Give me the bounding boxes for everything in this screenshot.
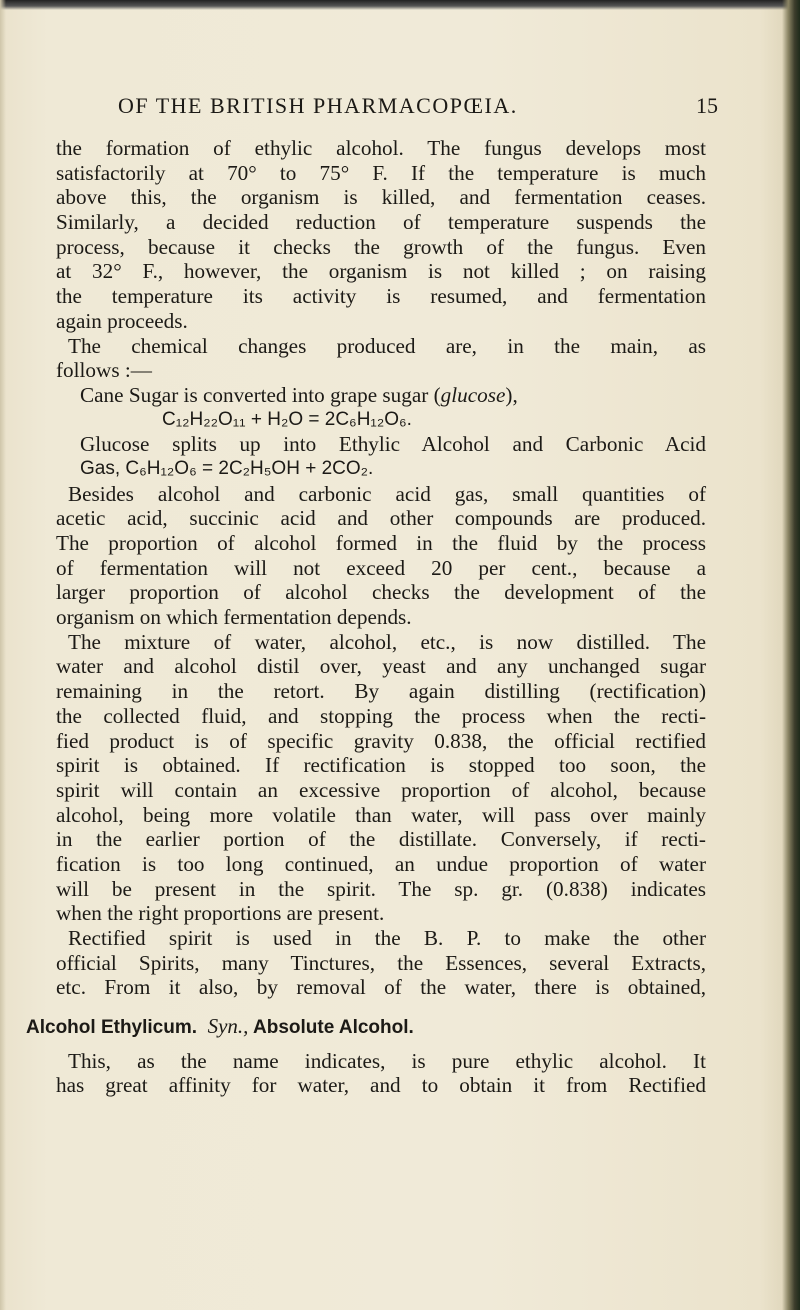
text-line: again proceeds.: [56, 308, 188, 333]
text-line: when the right proportions are present.: [56, 901, 385, 926]
section-heading: [26, 1014, 706, 1039]
text-line: Besides alcohol and carbonic acid gas, small quantities of: [68, 481, 706, 506]
cane-sugar-line: Cane Sugar is converted into grape sugar (glucose),: [80, 382, 518, 407]
body-text: [26, 136, 706, 1098]
text-line: Similarly, a decided reduction of temperature suspends the: [56, 210, 706, 235]
synonym-label: Syn.,: [207, 1014, 249, 1039]
text-line: of fermentation will not exceed 20 per cent., because a: [56, 555, 706, 580]
text-line: organism on which fermentation depends.: [56, 605, 412, 630]
text-line: remaining in the retort. By again distilling (rectification): [56, 679, 706, 704]
text-line: The chemical changes produced are, in the main, as: [68, 333, 706, 358]
page-number: 15: [696, 93, 718, 118]
text-line: has great affinity for water, and to obtain it from Rectified: [56, 1073, 706, 1098]
text-line: will be present in the spirit. The sp. gr. (0.838) indicates: [56, 876, 706, 901]
glucose-line: Glucose splits up into Ethylic Alcohol and Carbonic Acid: [80, 432, 706, 457]
text-line: spirit will contain an excessive proportion of alcohol, because: [56, 777, 706, 802]
text-line: larger proportion of alcohol checks the development of the: [56, 580, 706, 605]
running-head-title: OF THE BRITISH PHARMACOPŒIA.: [118, 93, 518, 118]
text-line: follows :—: [56, 358, 152, 383]
page-left-edge: [0, 0, 6, 1310]
text-line: the temperature its activity is resumed, and fermentation: [56, 284, 706, 309]
text-line: etc. From it also, by removal of the water, there is obtained,: [56, 975, 706, 1000]
page-top-shadow: [0, 0, 800, 10]
text-line: process, because it checks the growth of the fungus. Even: [56, 234, 706, 259]
text-line: fication is too long continued, an undue proportion of water: [56, 851, 706, 876]
text-line: acetic acid, succinic acid and other compounds are produced.: [56, 506, 706, 531]
glucose-italic: glucose: [440, 382, 506, 407]
text-line: water and alcohol distil over, yeast and any unchanged sugar: [56, 654, 706, 679]
text-line: fied product is of specific gravity 0.838, the official rectified: [56, 728, 706, 753]
formula-sucrose-hydrolysis: C₁₂H₂₂O₁₁ + H₂O = 2C₆H₁₂O₆.: [162, 408, 412, 430]
formula-fermentation: Gas, C₆H₁₂O₆ = 2C₂H₅OH + 2CO₂.: [80, 457, 374, 479]
text-line: alcohol, being more volatile than water, will pass over mainly: [56, 802, 706, 827]
text-line: satisfactorily at 70° to 75° F. If the temperature is much: [56, 160, 706, 185]
text-line: This, as the name indicates, is pure ethylic alcohol. It: [68, 1048, 706, 1073]
section-heading-synonym: Absolute Alcohol.: [253, 1017, 414, 1039]
running-head: [0, 93, 800, 121]
text-line: spirit is obtained. If rectification is stopped too soon, the: [56, 753, 706, 778]
text-line: the collected fluid, and stopping the process when the recti-: [56, 703, 706, 728]
text-line: in the earlier portion of the distillate. Conversely, if recti-: [56, 827, 706, 852]
text-line: above this, the organism is killed, and fermentation ceases.: [56, 185, 706, 210]
text-line: the formation of ethylic alcohol. The fungus develops most: [56, 136, 706, 160]
text-line: The mixture of water, alcohol, etc., is now distilled. The: [68, 629, 706, 654]
text-line: Rectified spirit is used in the B. P. to make the other: [68, 926, 706, 950]
text-line: official Spirits, many Tinctures, the Essences, several Extracts,: [56, 950, 706, 975]
text-line: at 32° F., however, the organism is not killed ; on raising: [56, 259, 706, 284]
book-spine-edge: [782, 0, 800, 1310]
section-heading-name: Alcohol Ethylicum.: [26, 1017, 198, 1039]
text-line: The proportion of alcohol formed in the fluid by the process: [56, 531, 706, 555]
